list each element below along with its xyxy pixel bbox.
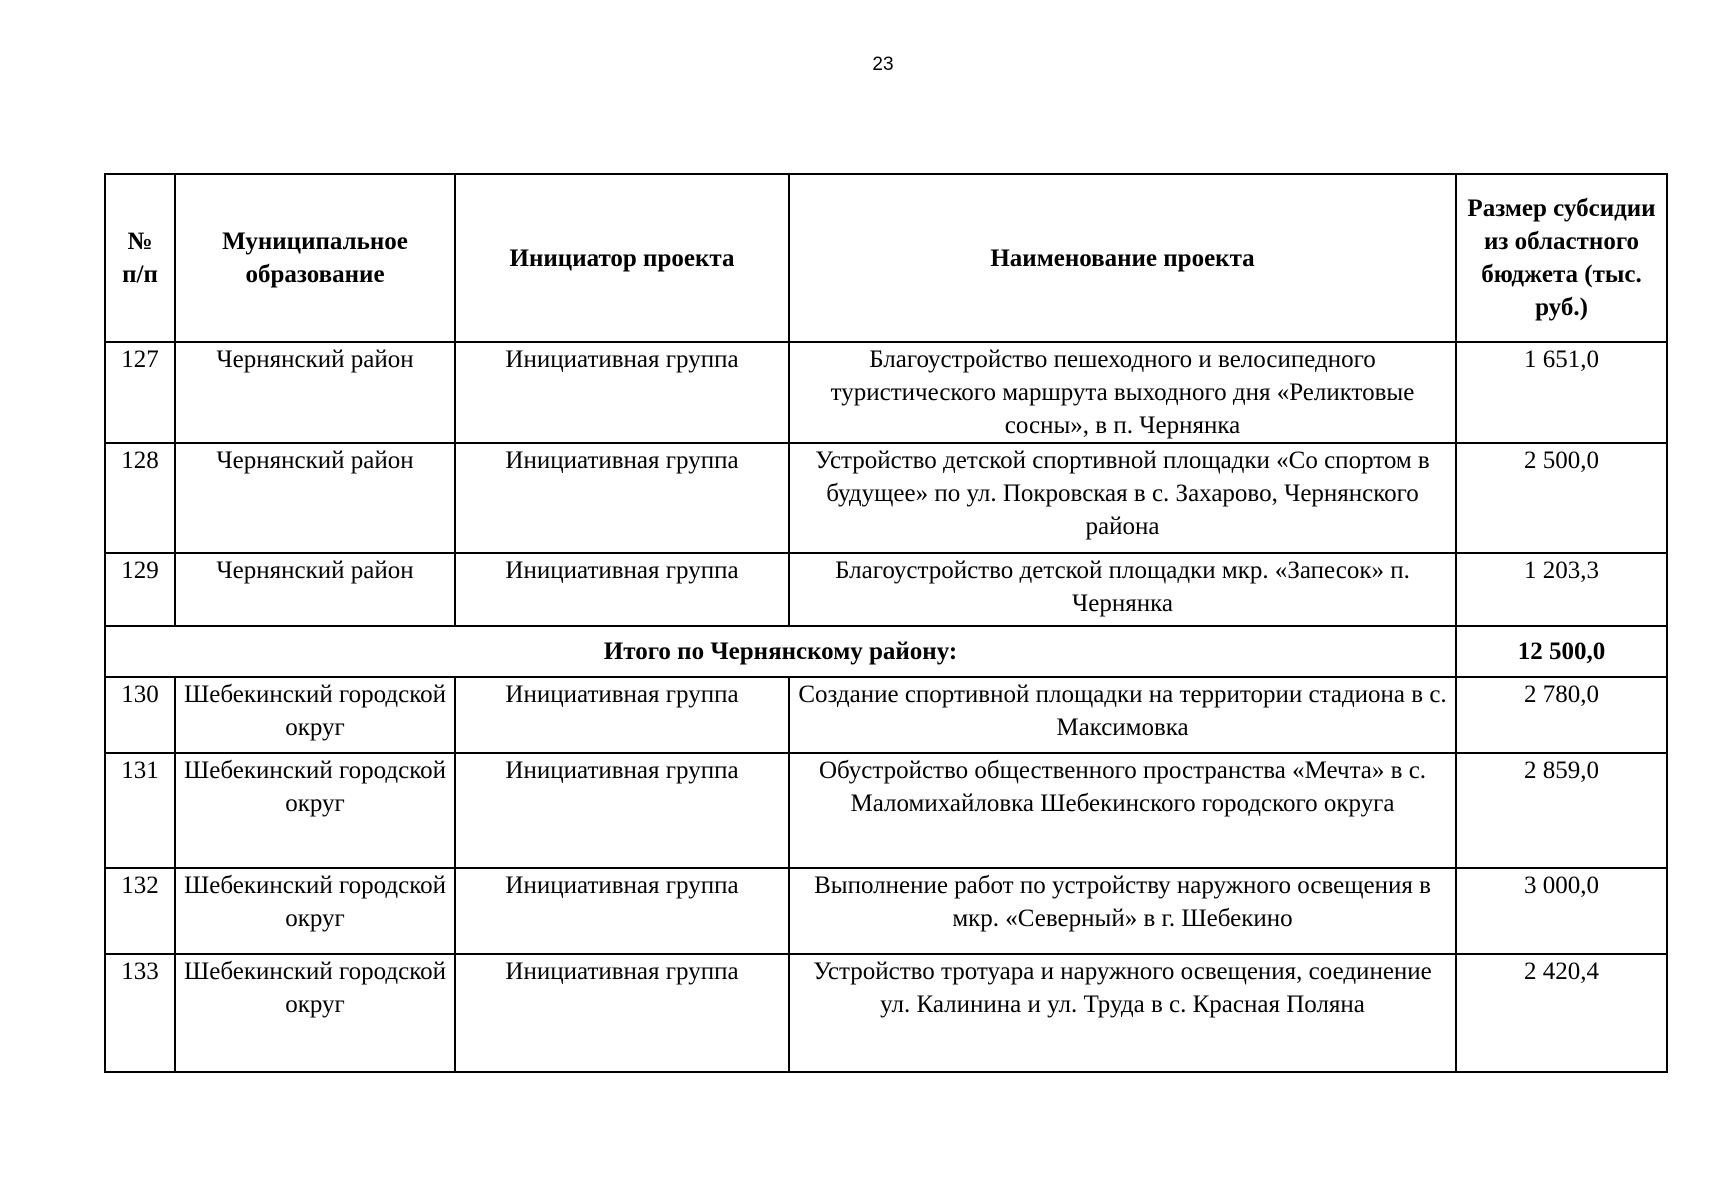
row-amount: 1 651,0 [1456, 342, 1667, 443]
row-amount: 3 000,0 [1456, 868, 1667, 954]
projects-table [104, 173, 1668, 1073]
row-project: Обустройство общественного пространства «Мечта» в с. Маломихайловка Шебекинского городского округа [789, 753, 1456, 868]
total-row [105, 626, 1667, 677]
header-project: Наименование проекта [789, 174, 1456, 342]
row-amount: 2 500,0 [1456, 443, 1667, 553]
row-initiator: Инициативная группа [455, 677, 789, 753]
page-number: 23 [872, 54, 894, 75]
row-amount: 2 859,0 [1456, 753, 1667, 868]
row-num: 133 [105, 954, 175, 1072]
header-amount: Размер субсидии из областного бюджета (тыс. руб.) [1456, 174, 1667, 342]
row-initiator: Инициативная группа [455, 553, 789, 626]
row-initiator: Инициативная группа [455, 954, 789, 1072]
row-initiator: Инициативная группа [455, 753, 789, 868]
table-row [105, 342, 1667, 443]
row-num: 132 [105, 868, 175, 954]
row-municipality: Чернянский район [175, 443, 455, 553]
total-amount: 12 500,0 [1456, 626, 1667, 677]
row-num: 127 [105, 342, 175, 443]
row-num: 129 [105, 553, 175, 626]
row-num: 130 [105, 677, 175, 753]
row-municipality: Шебекинский городской округ [175, 753, 455, 868]
row-project: Устройство тротуара и наружного освещения, соединение ул. Калинина и ул. Труда в с. Красная Поляна [789, 954, 1456, 1072]
row-project: Устройство детской спортивной площадки «Со спортом в будущее» по ул. Покровская в с. Захарово, Чернянского района [789, 443, 1456, 553]
row-initiator: Инициативная группа [455, 443, 789, 553]
row-num: 128 [105, 443, 175, 553]
table-header-row [105, 174, 1667, 342]
table-row [105, 677, 1667, 753]
row-initiator: Инициативная группа [455, 342, 789, 443]
row-project: Выполнение работ по устройству наружного освещения в мкр. «Северный» в г. Шебекино [789, 868, 1456, 954]
row-municipality: Чернянский район [175, 342, 455, 443]
row-municipality: Шебекинский городской округ [175, 677, 455, 753]
row-municipality: Чернянский район [175, 553, 455, 626]
row-project: Благоустройство детской площадки мкр. «Запесок» п. Чернянка [789, 553, 1456, 626]
row-initiator: Инициативная группа [455, 868, 789, 954]
table-row [105, 868, 1667, 954]
table-row [105, 553, 1667, 626]
header-municipality: Муниципальное образование [175, 174, 455, 342]
header-initiator: Инициатор проекта [455, 174, 789, 342]
row-project: Создание спортивной площадки на территории стадиона в с. Максимовка [789, 677, 1456, 753]
total-label: Итого по Чернянскому району: [105, 626, 1456, 677]
table-row [105, 443, 1667, 553]
table-row [105, 954, 1667, 1072]
row-amount: 1 203,3 [1456, 553, 1667, 626]
row-amount: 2 420,4 [1456, 954, 1667, 1072]
row-amount: 2 780,0 [1456, 677, 1667, 753]
row-municipality: Шебекинский городской округ [175, 868, 455, 954]
header-num: № п/п [105, 174, 175, 342]
table-row [105, 753, 1667, 868]
row-num: 131 [105, 753, 175, 868]
row-municipality: Шебекинский городской округ [175, 954, 455, 1072]
row-project: Благоустройство пешеходного и велосипедного туристического маршрута выходного дня «Реликтовые сосны», в п. Чернянка [789, 342, 1456, 443]
